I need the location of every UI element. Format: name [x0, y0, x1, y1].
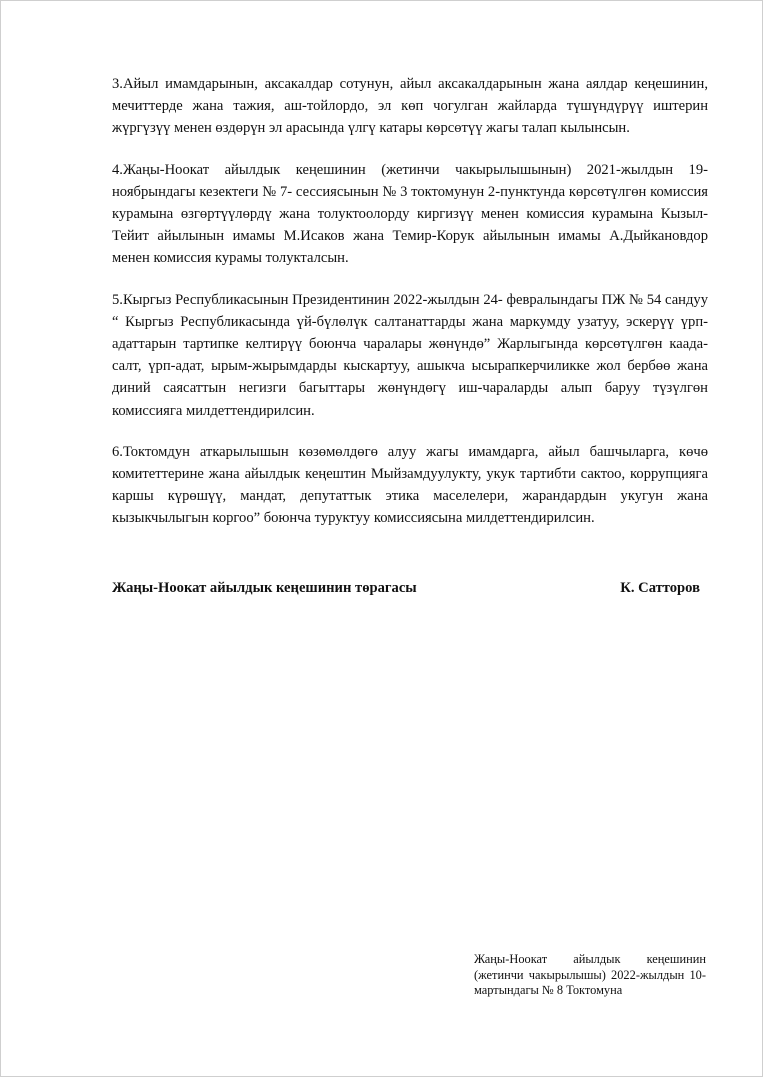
signatory-title: Жаңы-Ноокат айылдык кеңешинин төрагасы [112, 580, 417, 596]
paragraph-3: 3.Айыл имамдарынын, аксакалдар сотунун, айыл аксакалдарынын жана аялдар кеңешинин, мечиттерде жана тажия, аш-тойлордо, эл көп чогулган жайларда түшүндүрүү иштерин жүргүзүү менен өздөрүн эл арасында үлгү катары көрсөтүү жагы талап кылынсын. [112, 76, 708, 137]
paragraph-5: 5.Кыргыз Республикасынын Президентинин 2022-жылдын 24- февралындагы ПЖ № 54 сандуу “ Кыргыз Республикасында үй-бүлөлүк салтанаттарды жана маркумду узатуу, эскерүү үрп-адаттарын тартипке келтирүү боюнча чаралары жөнүндө” Жарлыгында көрсөтүлгөн каада-салт, үрп-адат, ырым-жырымдарды кыскартуу, ашыкча ысырапкерчиликке жол бербөө жана диний саясаттын негизги багыттары жөнүндөгү иш-чараларды алып баруу түзүлгөн комиссияга милдеттендирилсин. [112, 291, 708, 419]
paragraph-6: 6.Токтомдун аткарылышын көзөмөлдөгө алуу жагы имамдарга, айыл башчыларга, көчө комитеттерине жана айылдык кеңештин Мыйзамдуулукту, укук тартибти сактоо, коррупцияга каршы күрөшүү, мандат, депутаттык этика маселелери, жарандардын укугун жана кызыкчылыгын коргоо” боюнча туруктуу комиссиясына милдеттендирилсин. [112, 443, 708, 527]
signature-block [112, 577, 700, 599]
document-body [112, 73, 708, 549]
footnote: Жаңы-Ноокат айылдык кеңешинин (жетинчи чакырылышы) 2022-жылдын 10-мартындагы № 8 Токтомуна [474, 952, 706, 998]
signatory-name: К. Сатторов [620, 580, 700, 596]
paragraph-4: 4.Жаңы-Ноокат айылдык кеңешинин (жетинчи чакырылышынын) 2021-жылдын 19-ноябрындагы кезектеги № 7- сессиясынын № 3 токтомунун 2-пунктунда көрсөтүлгөн комиссия курамына өзгөртүүлөрдү жана толуктоолорду киргизүү менен комиссия курамына Кызыл-Тейит айылынын имамы М.Исаков жана Темир-Корук айылынын имамы А.Дыйкановдор менен комиссия курамы толукталсын. [112, 161, 708, 267]
